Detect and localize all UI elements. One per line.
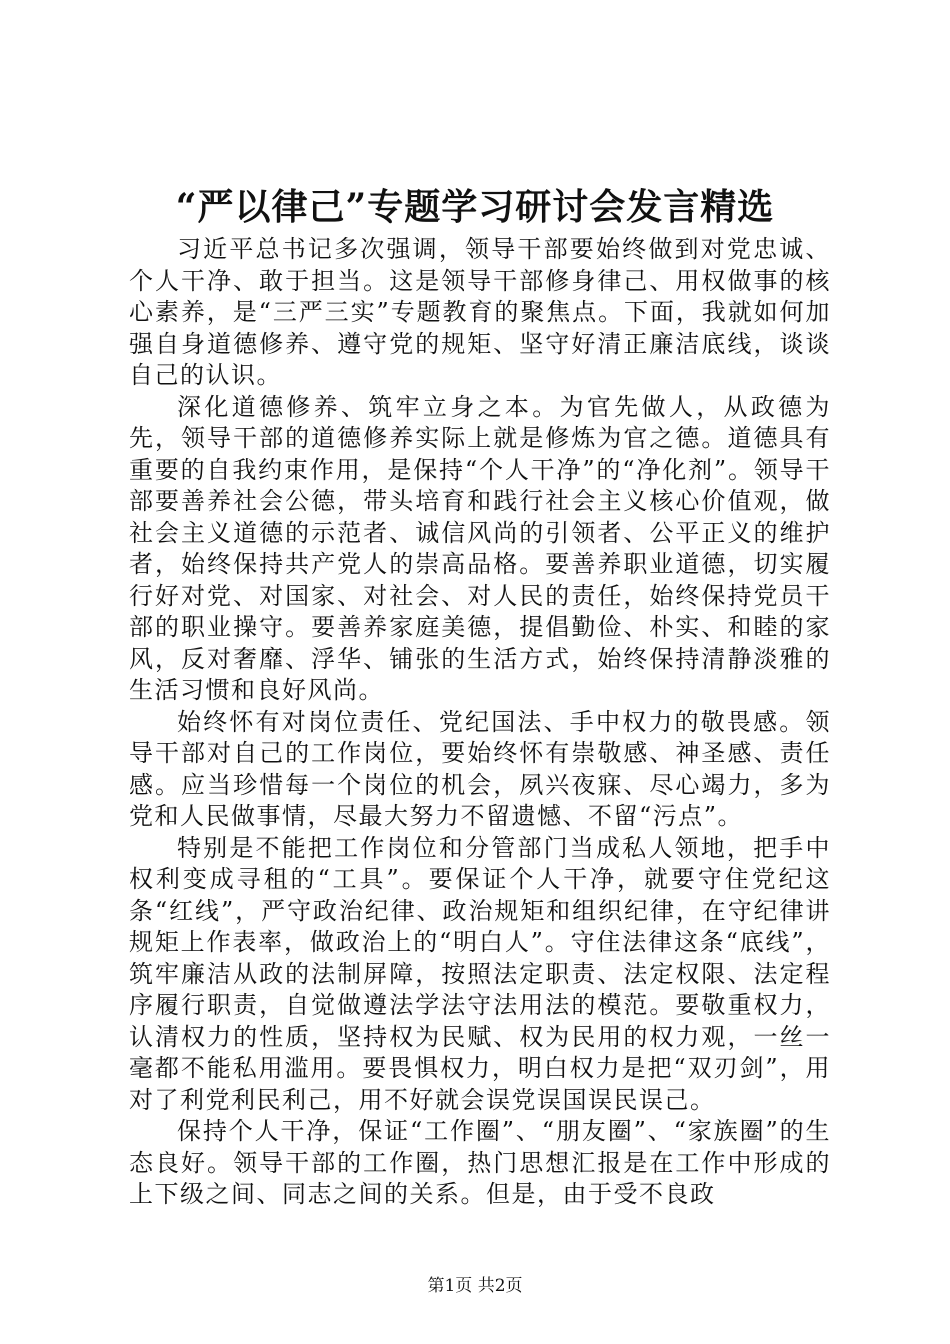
paragraph: 深化道德修养、筑牢立身之本。为官先做人，从政德为先，领导干部的道德修养实际上就是修炼为官之德。道德具有重要的自我约束作用，是保持“个人干净”的“净化剂”。领导干部要善养社会公德，带头培育和践行社会主义核心价值观，做社会主义道德的示范者、诚信风尚的引领者、公平正义的维护者，始终保持共产党人的崇高品格。要善养职业道德，切实履行好对党、对国家、对社会、对人民的责任，始终保持党员干部的职业操守。要善养家庭美德，提倡勤俭、朴实、和睦的家风，反对奢靡、浮华、铺张的生活方式，始终保持清静淡雅的生活习惯和良好风尚。 bbox=[129, 392, 831, 704]
page-number-footer: 第1页 共2页 bbox=[427, 1276, 523, 1296]
paragraph: 特别是不能把工作岗位和分管部门当成私人领地，把手中权利变成寻租的“工具”。要保证个人干净，就要守住党纪这条“红线”，严守政治纪律、政治规矩和组织纪律，在守纪律讲规矩上作表率，做政治上的“明白人”。守住法律这条“底线”，筑牢廉洁从政的法制屏障，按照法定职责、法定权限、法定程序履行职责，自觉做遵法学法守法用法的模范。要敬重权力，认清权力的性质，坚持权为民赋、权为民用的权力观，一丝一毫都不能私用滥用。要畏惧权力，明白权力是把“双刃剑”，用对了利党利民利己，用不好就会误党误国误民误己。 bbox=[129, 833, 831, 1114]
paragraph: 始终怀有对岗位责任、党纪国法、手中权力的敬畏感。领导干部对自己的工作岗位，要始终怀有崇敬感、神圣感、责任感。应当珍惜每一个岗位的机会，夙兴夜寐、尽心竭力，多为党和人民做事情，尽最大努力不留遗憾、不留“污点”。 bbox=[129, 707, 831, 830]
document-body bbox=[129, 234, 831, 1211]
document-title: “严以律己”专题学习研讨会发言精选 bbox=[175, 186, 775, 228]
paragraph: 习近平总书记多次强调，领导干部要始终做到对党忠诚、个人干净、敢于担当。这是领导干部修身律己、用权做事的核心素养，是“三严三实”专题教育的聚焦点。下面，我就如何加强自身道德修养、遵守党的规矩、坚守好清正廉洁底线，谈谈自己的认识。 bbox=[129, 235, 831, 389]
paragraph: 保持个人干净，保证“工作圈”、“朋友圈”、“家族圈”的生态良好。领导干部的工作圈，热门思想汇报是在工作中形成的上下级之间、同志之间的关系。但是，由于受不良政 bbox=[129, 1117, 831, 1208]
